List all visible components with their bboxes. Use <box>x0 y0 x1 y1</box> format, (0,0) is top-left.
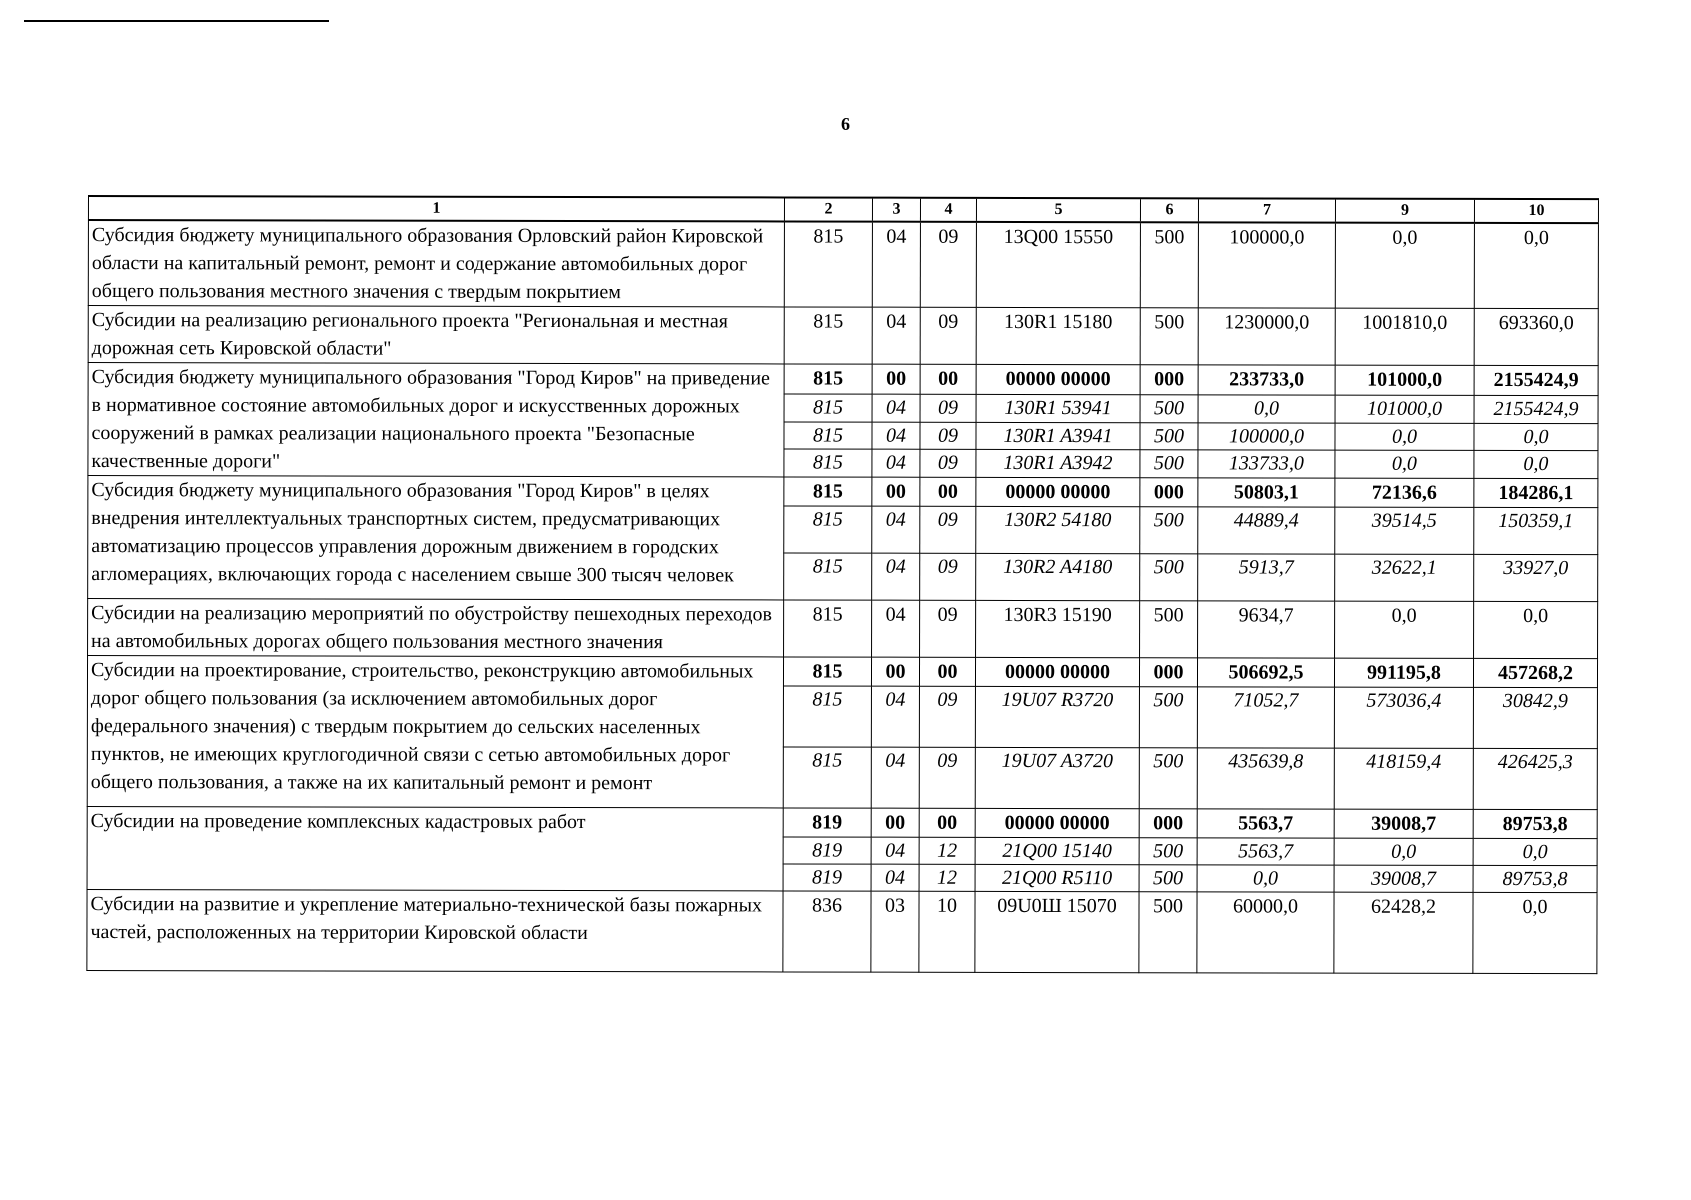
cell-c4: 10 <box>919 891 975 972</box>
cell-c5: 130R1 15180 <box>976 307 1140 364</box>
cell-c6: 500 <box>1140 601 1198 658</box>
cell-c2: 815 <box>783 686 871 747</box>
cell-c10: 33927,0 <box>1474 554 1598 601</box>
row-description: Субсидия бюджету муниципального образования "Город Киров" в целях внедрения интеллектуальных транспортных систем, предусматривающих автоматизацию процессов управления дорожным движением в городских агломерациях, включающих города с населением свыше 300 тысяч человек <box>88 476 784 600</box>
header-col-5: 5 <box>976 198 1140 222</box>
cell-c5: 00000 00000 <box>975 808 1139 837</box>
cell-c3: 04 <box>871 864 919 891</box>
cell-c7: 60000,0 <box>1197 892 1334 973</box>
table-row <box>88 599 1598 659</box>
cell-c6: 500 <box>1139 892 1197 973</box>
cell-c5: 09U0Ш 15070 <box>975 891 1139 972</box>
cell-c3: 04 <box>872 307 920 364</box>
cell-c5: 130R1 53941 <box>976 394 1140 422</box>
cell-c2: 836 <box>783 891 871 972</box>
cell-c10: 89753,8 <box>1473 809 1597 838</box>
cell-c10: 2155424,9 <box>1474 365 1598 395</box>
cell-c7: 1230000,0 <box>1198 308 1335 365</box>
cell-c3: 04 <box>872 394 920 422</box>
cell-c2: 819 <box>783 837 871 864</box>
cell-c7: 44889,4 <box>1198 507 1335 554</box>
cell-c9: 0,0 <box>1334 838 1473 865</box>
cell-c5: 130R2 54180 <box>976 506 1140 553</box>
cell-c3: 04 <box>872 506 920 553</box>
cell-c5: 130R3 15190 <box>976 600 1140 657</box>
cell-c3: 04 <box>872 600 920 657</box>
cell-c4: 12 <box>919 837 975 864</box>
row-description: Субсидии на проектирование, строительство, реконструкцию автомобильных дорог общего пользования (за исключением автомобильных дорог федерального значения) с твердым покрытием до сельских населенных пунктов, не имеющих круглогодичной связи с сетью автомобильных дорог общего пользования, а также на их капитальный ремонт и ремонт <box>87 656 783 808</box>
cell-c5: 130R1 A3942 <box>976 450 1140 478</box>
cell-c2: 815 <box>784 449 872 477</box>
cell-c3: 00 <box>871 657 919 686</box>
row-description: Субсидия бюджету муниципального образования "Город Киров" на приведение в нормативное состояние автомобильных дорог и искусственных дорожных сооружений в рамках реализации национального проекта "Безопасные качественные дороги" <box>88 363 784 477</box>
cell-c2: 815 <box>784 506 872 553</box>
header-col-2: 2 <box>784 197 872 221</box>
cell-c7: 50803,1 <box>1198 478 1335 507</box>
cell-c7: 5913,7 <box>1198 554 1335 601</box>
cell-c6: 000 <box>1139 809 1197 838</box>
cell-c6: 500 <box>1140 222 1198 308</box>
cell-c9: 39008,7 <box>1334 809 1473 838</box>
cell-c9: 72136,6 <box>1335 478 1474 507</box>
cell-c2: 819 <box>783 808 871 837</box>
cell-c5: 19U07 R3720 <box>975 686 1139 747</box>
cell-c3: 00 <box>872 477 920 506</box>
cell-c9: 418159,4 <box>1334 748 1473 809</box>
cell-c9: 39008,7 <box>1334 865 1473 892</box>
header-col-1: 1 <box>88 196 784 221</box>
cell-c2: 815 <box>784 421 872 449</box>
cell-c3: 00 <box>872 364 920 394</box>
cell-c9: 32622,1 <box>1335 554 1474 601</box>
row-description: Субсидии на проведение комплексных кадастровых работ <box>87 806 783 890</box>
cell-c10: 457268,2 <box>1473 658 1597 687</box>
cell-c7: 5563,7 <box>1197 838 1334 865</box>
cell-c4: 09 <box>920 506 976 553</box>
row-description: Субсидии на реализацию мероприятий по обустройству пешеходных переходов на автомобильных дорогах общего пользования местного значения <box>88 599 784 657</box>
cell-c10: 0,0 <box>1473 838 1597 865</box>
cell-c7: 0,0 <box>1198 395 1335 423</box>
budget-table <box>86 195 1599 974</box>
cell-c3: 04 <box>872 553 920 600</box>
cell-c5: 13Q00 15550 <box>976 222 1140 308</box>
cell-c6: 500 <box>1140 394 1198 422</box>
cell-c3: 04 <box>872 222 920 308</box>
cell-c3: 04 <box>871 837 919 864</box>
cell-c4: 00 <box>919 808 975 837</box>
cell-c6: 500 <box>1140 450 1198 478</box>
cell-c2: 815 <box>783 747 871 808</box>
cell-c7: 133733,0 <box>1198 450 1335 478</box>
cell-c5: 19U07 A3720 <box>975 747 1139 808</box>
page-number: 6 <box>841 114 850 134</box>
cell-c10: 0,0 <box>1474 223 1598 309</box>
cell-c6: 500 <box>1139 687 1197 748</box>
cell-c9: 0,0 <box>1335 223 1474 309</box>
cell-c7: 100000,0 <box>1198 222 1335 308</box>
cell-c5: 21Q00 15140 <box>975 837 1139 864</box>
cell-c6: 000 <box>1139 658 1197 687</box>
cell-c7: 0,0 <box>1197 865 1334 892</box>
header-col-4: 4 <box>920 198 976 222</box>
cell-c6: 000 <box>1140 365 1198 395</box>
top-rule <box>24 20 329 22</box>
cell-c10: 693360,0 <box>1474 308 1598 365</box>
cell-c9: 1001810,0 <box>1335 308 1474 365</box>
cell-c2: 815 <box>784 394 872 422</box>
cell-c6: 500 <box>1140 554 1198 601</box>
cell-c9: 573036,4 <box>1334 687 1473 748</box>
cell-c9: 991195,8 <box>1334 658 1473 687</box>
cell-c4: 00 <box>920 477 976 506</box>
cell-c6: 500 <box>1140 308 1198 365</box>
cell-c6: 500 <box>1139 748 1197 809</box>
table-row-total <box>88 476 1598 508</box>
cell-c2: 815 <box>784 600 872 657</box>
cell-c10: 89753,8 <box>1473 865 1597 892</box>
header-col-6: 6 <box>1140 198 1198 222</box>
cell-c4: 09 <box>920 553 976 600</box>
cell-c6: 500 <box>1139 865 1197 892</box>
cell-c10: 184286,1 <box>1474 478 1598 507</box>
cell-c7: 100000,0 <box>1198 422 1335 450</box>
cell-c5: 130R2 A4180 <box>976 553 1140 600</box>
cell-c2: 815 <box>784 364 872 394</box>
row-description: Субсидия бюджету муниципального образования Орловский район Кировской области на капитальный ремонт, ремонт и содержание автомобильных дорог общего пользования местного значения с твердым покрытием <box>88 220 784 307</box>
header-row <box>88 196 1598 223</box>
cell-c4: 09 <box>920 449 976 477</box>
cell-c10: 0,0 <box>1473 892 1597 973</box>
table-row-total <box>87 806 1597 838</box>
cell-c9: 0,0 <box>1335 450 1474 478</box>
cell-c4: 09 <box>920 600 976 657</box>
cell-c7: 506692,5 <box>1197 658 1334 687</box>
cell-c9: 62428,2 <box>1334 892 1473 973</box>
cell-c5: 00000 00000 <box>976 477 1140 506</box>
header-col-9: 9 <box>1335 199 1474 223</box>
cell-c9: 0,0 <box>1335 423 1474 451</box>
cell-c2: 815 <box>783 657 871 686</box>
table-row <box>88 220 1598 309</box>
cell-c4: 09 <box>920 394 976 422</box>
cell-c4: 00 <box>920 364 976 394</box>
cell-c3: 04 <box>872 422 920 450</box>
cell-c10: 0,0 <box>1474 451 1598 479</box>
cell-c5: 21Q00 R5110 <box>975 864 1139 891</box>
cell-c2: 815 <box>784 307 872 364</box>
cell-c4: 09 <box>919 686 975 747</box>
cell-c4: 12 <box>919 864 975 891</box>
table-row-total <box>87 656 1597 688</box>
cell-c10: 2155424,9 <box>1474 395 1598 423</box>
cell-c10: 150359,1 <box>1474 507 1598 554</box>
cell-c5: 00000 00000 <box>976 364 1140 394</box>
cell-c2: 815 <box>784 477 872 506</box>
cell-c3: 04 <box>871 686 919 747</box>
cell-c9: 101000,0 <box>1335 395 1474 423</box>
cell-c10: 30842,9 <box>1473 687 1597 748</box>
cell-c6: 500 <box>1140 507 1198 554</box>
cell-c7: 9634,7 <box>1198 601 1335 658</box>
cell-c9: 0,0 <box>1335 601 1474 658</box>
cell-c4: 09 <box>920 422 976 450</box>
cell-c3: 03 <box>871 891 919 972</box>
cell-c5: 130R1 A3941 <box>976 422 1140 450</box>
header-col-10: 10 <box>1474 199 1598 223</box>
cell-c7: 5563,7 <box>1197 809 1334 838</box>
header-col-3: 3 <box>872 198 920 222</box>
cell-c6: 500 <box>1140 422 1198 450</box>
cell-c3: 04 <box>872 449 920 477</box>
cell-c4: 09 <box>920 222 976 308</box>
cell-c5: 00000 00000 <box>975 657 1139 686</box>
cell-c7: 233733,0 <box>1198 365 1335 395</box>
cell-c6: 000 <box>1140 478 1198 507</box>
table-row <box>87 889 1597 973</box>
table-row <box>88 306 1598 366</box>
row-description: Субсидии на развитие и укрепление материально-технической базы пожарных частей, расположенных на территории Кировской области <box>87 889 783 971</box>
cell-c4: 00 <box>919 657 975 686</box>
cell-c7: 71052,7 <box>1197 687 1334 748</box>
cell-c2: 815 <box>784 553 872 600</box>
cell-c4: 09 <box>920 307 976 364</box>
row-description: Субсидии на реализацию регионального проекта "Региональная и местная дорожная сеть Кировской области" <box>88 306 784 364</box>
cell-c2: 819 <box>783 864 871 891</box>
cell-c9: 39514,5 <box>1335 507 1474 554</box>
cell-c4: 09 <box>919 747 975 808</box>
cell-c10: 426425,3 <box>1473 748 1597 809</box>
cell-c10: 0,0 <box>1474 601 1598 658</box>
cell-c3: 04 <box>871 747 919 808</box>
cell-c7: 435639,8 <box>1197 748 1334 809</box>
cell-c2: 815 <box>784 221 872 307</box>
table-row-total <box>88 363 1598 396</box>
cell-c6: 500 <box>1139 838 1197 865</box>
cell-c9: 101000,0 <box>1335 365 1474 395</box>
header-col-7: 7 <box>1198 198 1335 222</box>
cell-c3: 00 <box>871 808 919 837</box>
cell-c10: 0,0 <box>1474 423 1598 451</box>
